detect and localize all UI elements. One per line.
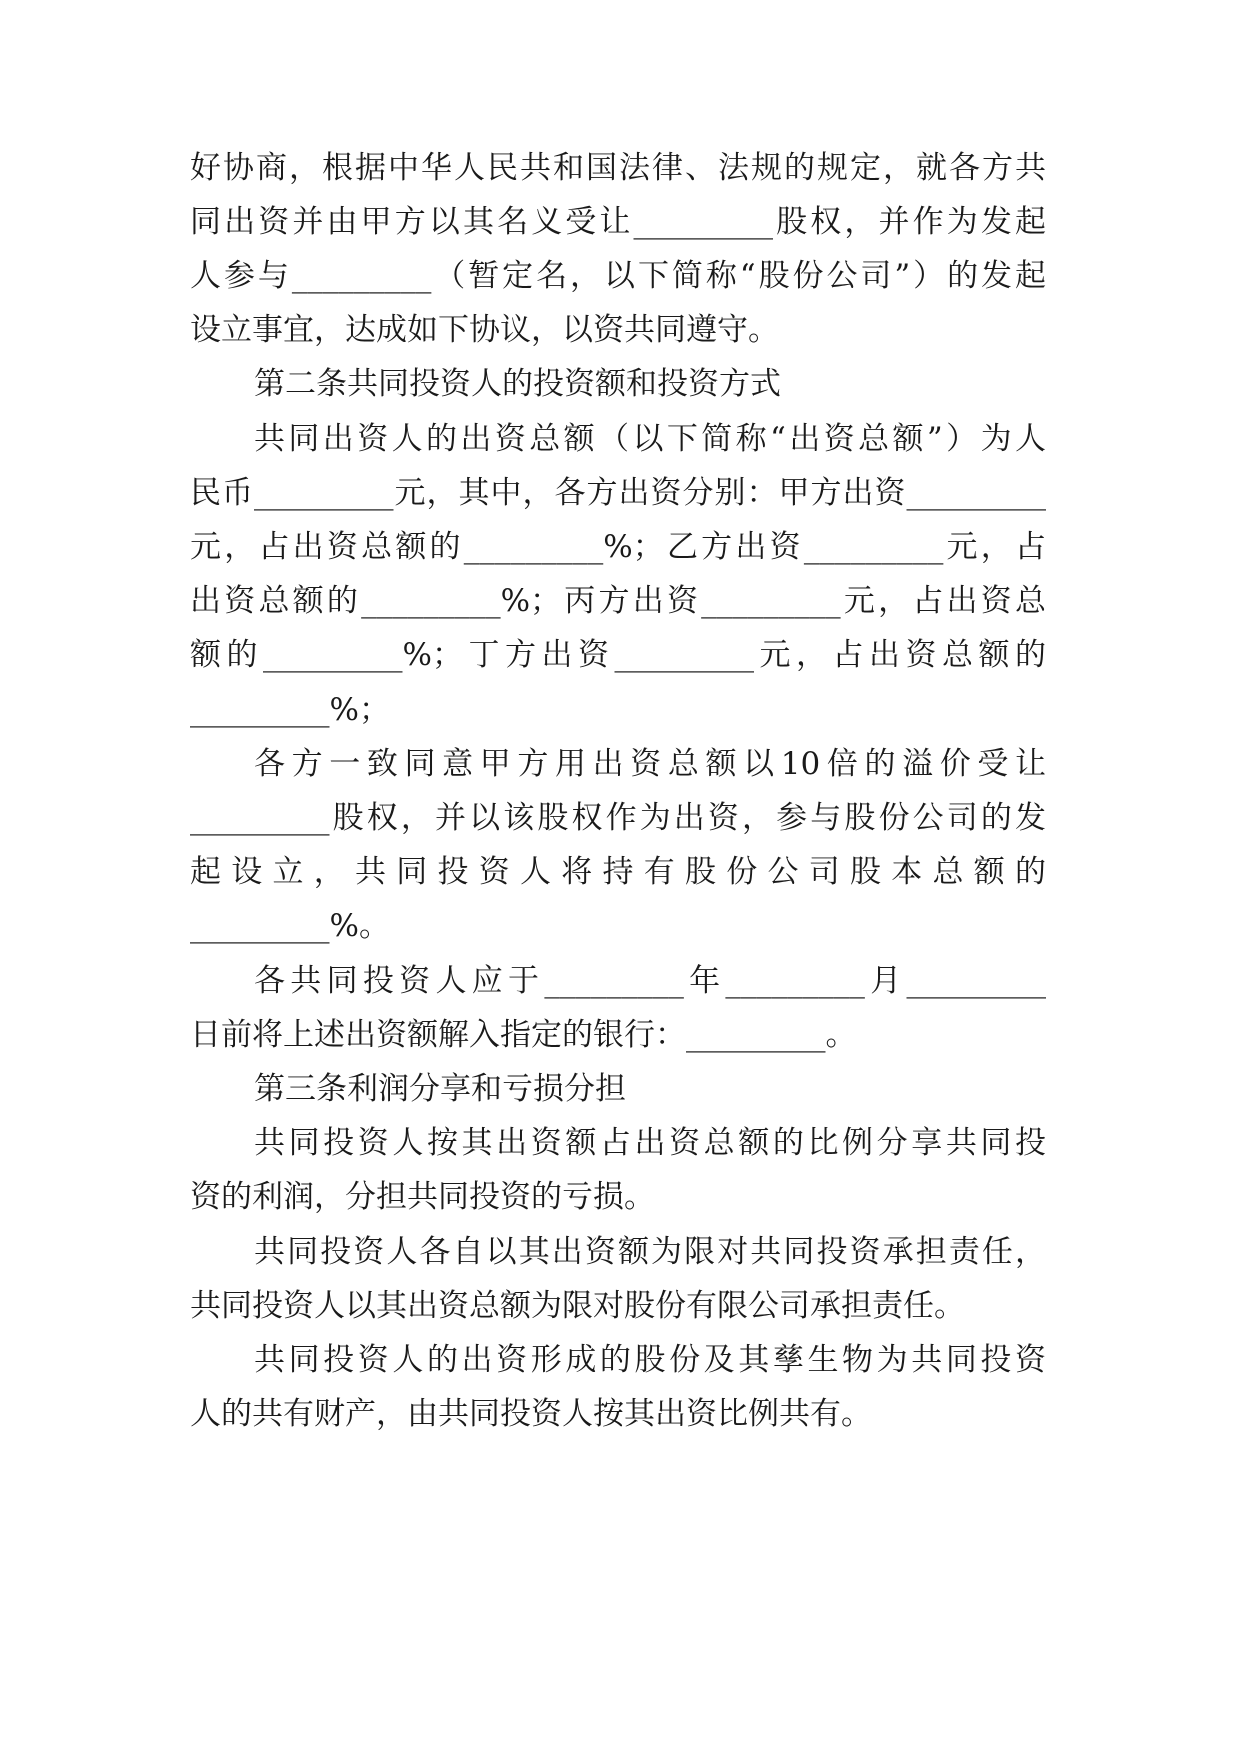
text-line: 共同投资人各自以其出资额为限对共同投资承担责任， [254, 1234, 1046, 1270]
text-line: 起设立，共同投资人将持有股份公司股本总额的 [190, 854, 1046, 890]
text-line: 资的利润，分担共同投资的亏损。 [190, 1179, 655, 1215]
text-line: 共同投资人的出资形成的股份及其孳生物为共同投资 [254, 1342, 1046, 1378]
section-heading: 第三条利润分享和亏损分担 [254, 1071, 626, 1107]
text-line: _________股权，并以该股权作为出资，参与股份公司的发 [190, 800, 1046, 836]
text-line: 人的共有财产，由共同投资人按其出资比例共有。 [190, 1396, 872, 1432]
text-line: 共同出资人的出资总额（以下简称“出资总额”）为人 [254, 421, 1046, 457]
text-line: 元，占出资总额的_________%；乙方出资_________元，占 [190, 529, 1046, 565]
text-line: 民币_________元，其中，各方出资分别：甲方出资_________ [190, 475, 1046, 511]
text-line: 人参与_________（暂定名，以下简称“股份公司”）的发起 [190, 258, 1046, 294]
text-line: _________%； [190, 692, 390, 728]
text-line: 日前将上述出资额解入指定的银行：_________。 [190, 1017, 857, 1053]
text-line: 各方一致同意甲方用出资总额以10倍的溢价受让 [254, 746, 1046, 782]
text-line: _________%。 [190, 908, 390, 944]
text-line: 出资总额的_________%；丙方出资_________元，占出资总 [190, 583, 1046, 619]
text-line: 同出资并由甲方以其名义受让_________股权，并作为发起 [190, 204, 1046, 240]
text-line: 共同投资人按其出资额占出资总额的比例分享共同投 [254, 1125, 1046, 1161]
text-line: 共同投资人以其出资总额为限对股份有限公司承担责任。 [190, 1288, 965, 1324]
section-heading: 第二条共同投资人的投资额和投资方式 [254, 366, 781, 402]
text-line: 额的_________%；丁方出资_________元，占出资总额的 [190, 637, 1046, 673]
text-line: 设立事宜，达成如下协议，以资共同遵守。 [190, 312, 779, 348]
text-line: 各共同投资人应于_________年_________月_________ [254, 963, 1046, 999]
text-line: 好协商，根据中华人民共和国法律、法规的规定，就各方共 [190, 150, 1046, 186]
